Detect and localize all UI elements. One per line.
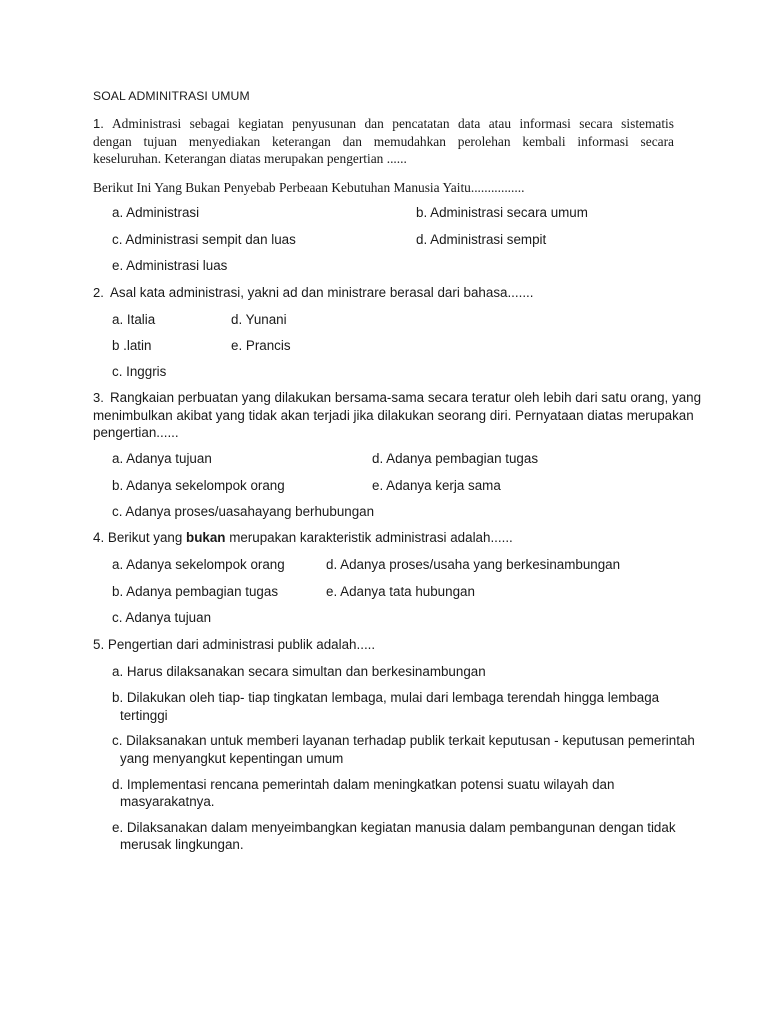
q3-text-line3: pengertian......: [93, 425, 179, 440]
q1-option-b: b. Administrasi secara umum: [416, 205, 588, 220]
q5-option-c-line2: yang menyangkut kepentingan umum: [120, 751, 344, 766]
document-title: SOAL ADMINITRASI UMUM: [93, 89, 250, 103]
q4-text-prefix: 4. Berikut yang: [93, 530, 187, 545]
q3-text-line2: menimbulkan akibat yang tidak akan terjadi jika dilakukan seorang diri. Pernyataan diatas merupakan: [93, 408, 694, 423]
q1-text-line1: Administrasi sebagai kegiatan penyusunan dan pencatatan data atau informasi secara sistematis: [112, 116, 674, 131]
q3-option-e: e. Adanya kerja sama: [372, 478, 501, 493]
q3-option-d: d. Adanya pembagian tugas: [372, 451, 539, 466]
q1-option-c: c. Administrasi sempit dan luas: [112, 232, 296, 247]
q5-option-b-line1: b. Dilakukan oleh tiap- tiap tingkatan lembaga, mulai dari lembaga terendah hingga lembaga: [112, 690, 660, 705]
q1-text-line2: dengan tujuan menyediakan keterangan dan memudahkan perolehan kembali informasi secara: [93, 134, 674, 149]
q2-option-b: b .latin: [112, 338, 152, 353]
q2-text: Asal kata administrasi, yakni ad dan ministrare berasal dari bahasa.......: [110, 285, 534, 300]
q1-text-line3: keseluruhan. Keterangan diatas merupakan pengertian ......: [93, 151, 407, 166]
q5-option-e-line1: e. Dilaksanakan dalam menyeimbangkan kegiatan manusia dalam pembangunan dengan tidak: [112, 820, 676, 835]
q3-option-c: c. Adanya proses/uasahayang berhubungan: [112, 504, 375, 519]
q2-option-c: c. Inggris: [112, 364, 167, 379]
q3-number: 3.: [93, 390, 104, 405]
q3-text-line1: Rangkaian perbuatan yang dilakukan bersama-sama secara teratur oleh lebih dari satu orang, yang: [110, 390, 702, 405]
q5-option-a: a. Harus dilaksanakan secara simultan dan berkesinambungan: [112, 664, 486, 679]
q4-option-a: a. Adanya sekelompok orang: [112, 557, 285, 572]
q2-option-e: e. Prancis: [231, 338, 291, 353]
q2-option-a: a. Italia: [112, 312, 156, 327]
q5-text: 5. Pengertian dari administrasi publik adalah.....: [93, 637, 376, 652]
q1-option-e: e. Administrasi luas: [112, 258, 228, 273]
q2-number: 2.: [93, 285, 104, 300]
q4-text: [93, 530, 513, 546]
q4-text-suffix: merupakan karakteristik administrasi adalah......: [225, 530, 513, 545]
q4-option-d: d. Adanya proses/usaha yang berkesinambungan: [326, 557, 621, 572]
q5-option-d-line1: d. Implementasi rencana pemerintah dalam meningkatkan potensi suatu wilayah dan: [112, 777, 615, 792]
q3-option-a: a. Adanya tujuan: [112, 451, 212, 466]
q1-number: 1.: [93, 116, 104, 131]
q4-option-c: c. Adanya tujuan: [112, 610, 212, 625]
q2-option-d: d. Yunani: [231, 312, 287, 327]
q5-option-e-line2: merusak lingkungan.: [120, 837, 244, 852]
q4-option-e: e. Adanya tata hubungan: [326, 584, 475, 599]
q4-option-b: b. Adanya pembagian tugas: [112, 584, 279, 599]
q1-option-d: d. Administrasi sempit: [416, 232, 547, 247]
q5-option-c-line1: c. Dilaksanakan untuk memberi layanan terhadap publik terkait keputusan - keputusan pemerintah: [112, 733, 695, 748]
q1-extra-text: Berikut Ini Yang Bukan Penyebab Perbeaan Kebutuhan Manusia Yaitu................: [93, 180, 525, 195]
q5-option-d-line2: masyarakatnya.: [120, 794, 215, 809]
q3-option-b: b. Adanya sekelompok orang: [112, 478, 285, 493]
q4-text-bold: bukan: [186, 530, 226, 545]
q5-option-b-line2: tertinggi: [120, 708, 168, 723]
q1-option-a: a. Administrasi: [112, 205, 200, 220]
